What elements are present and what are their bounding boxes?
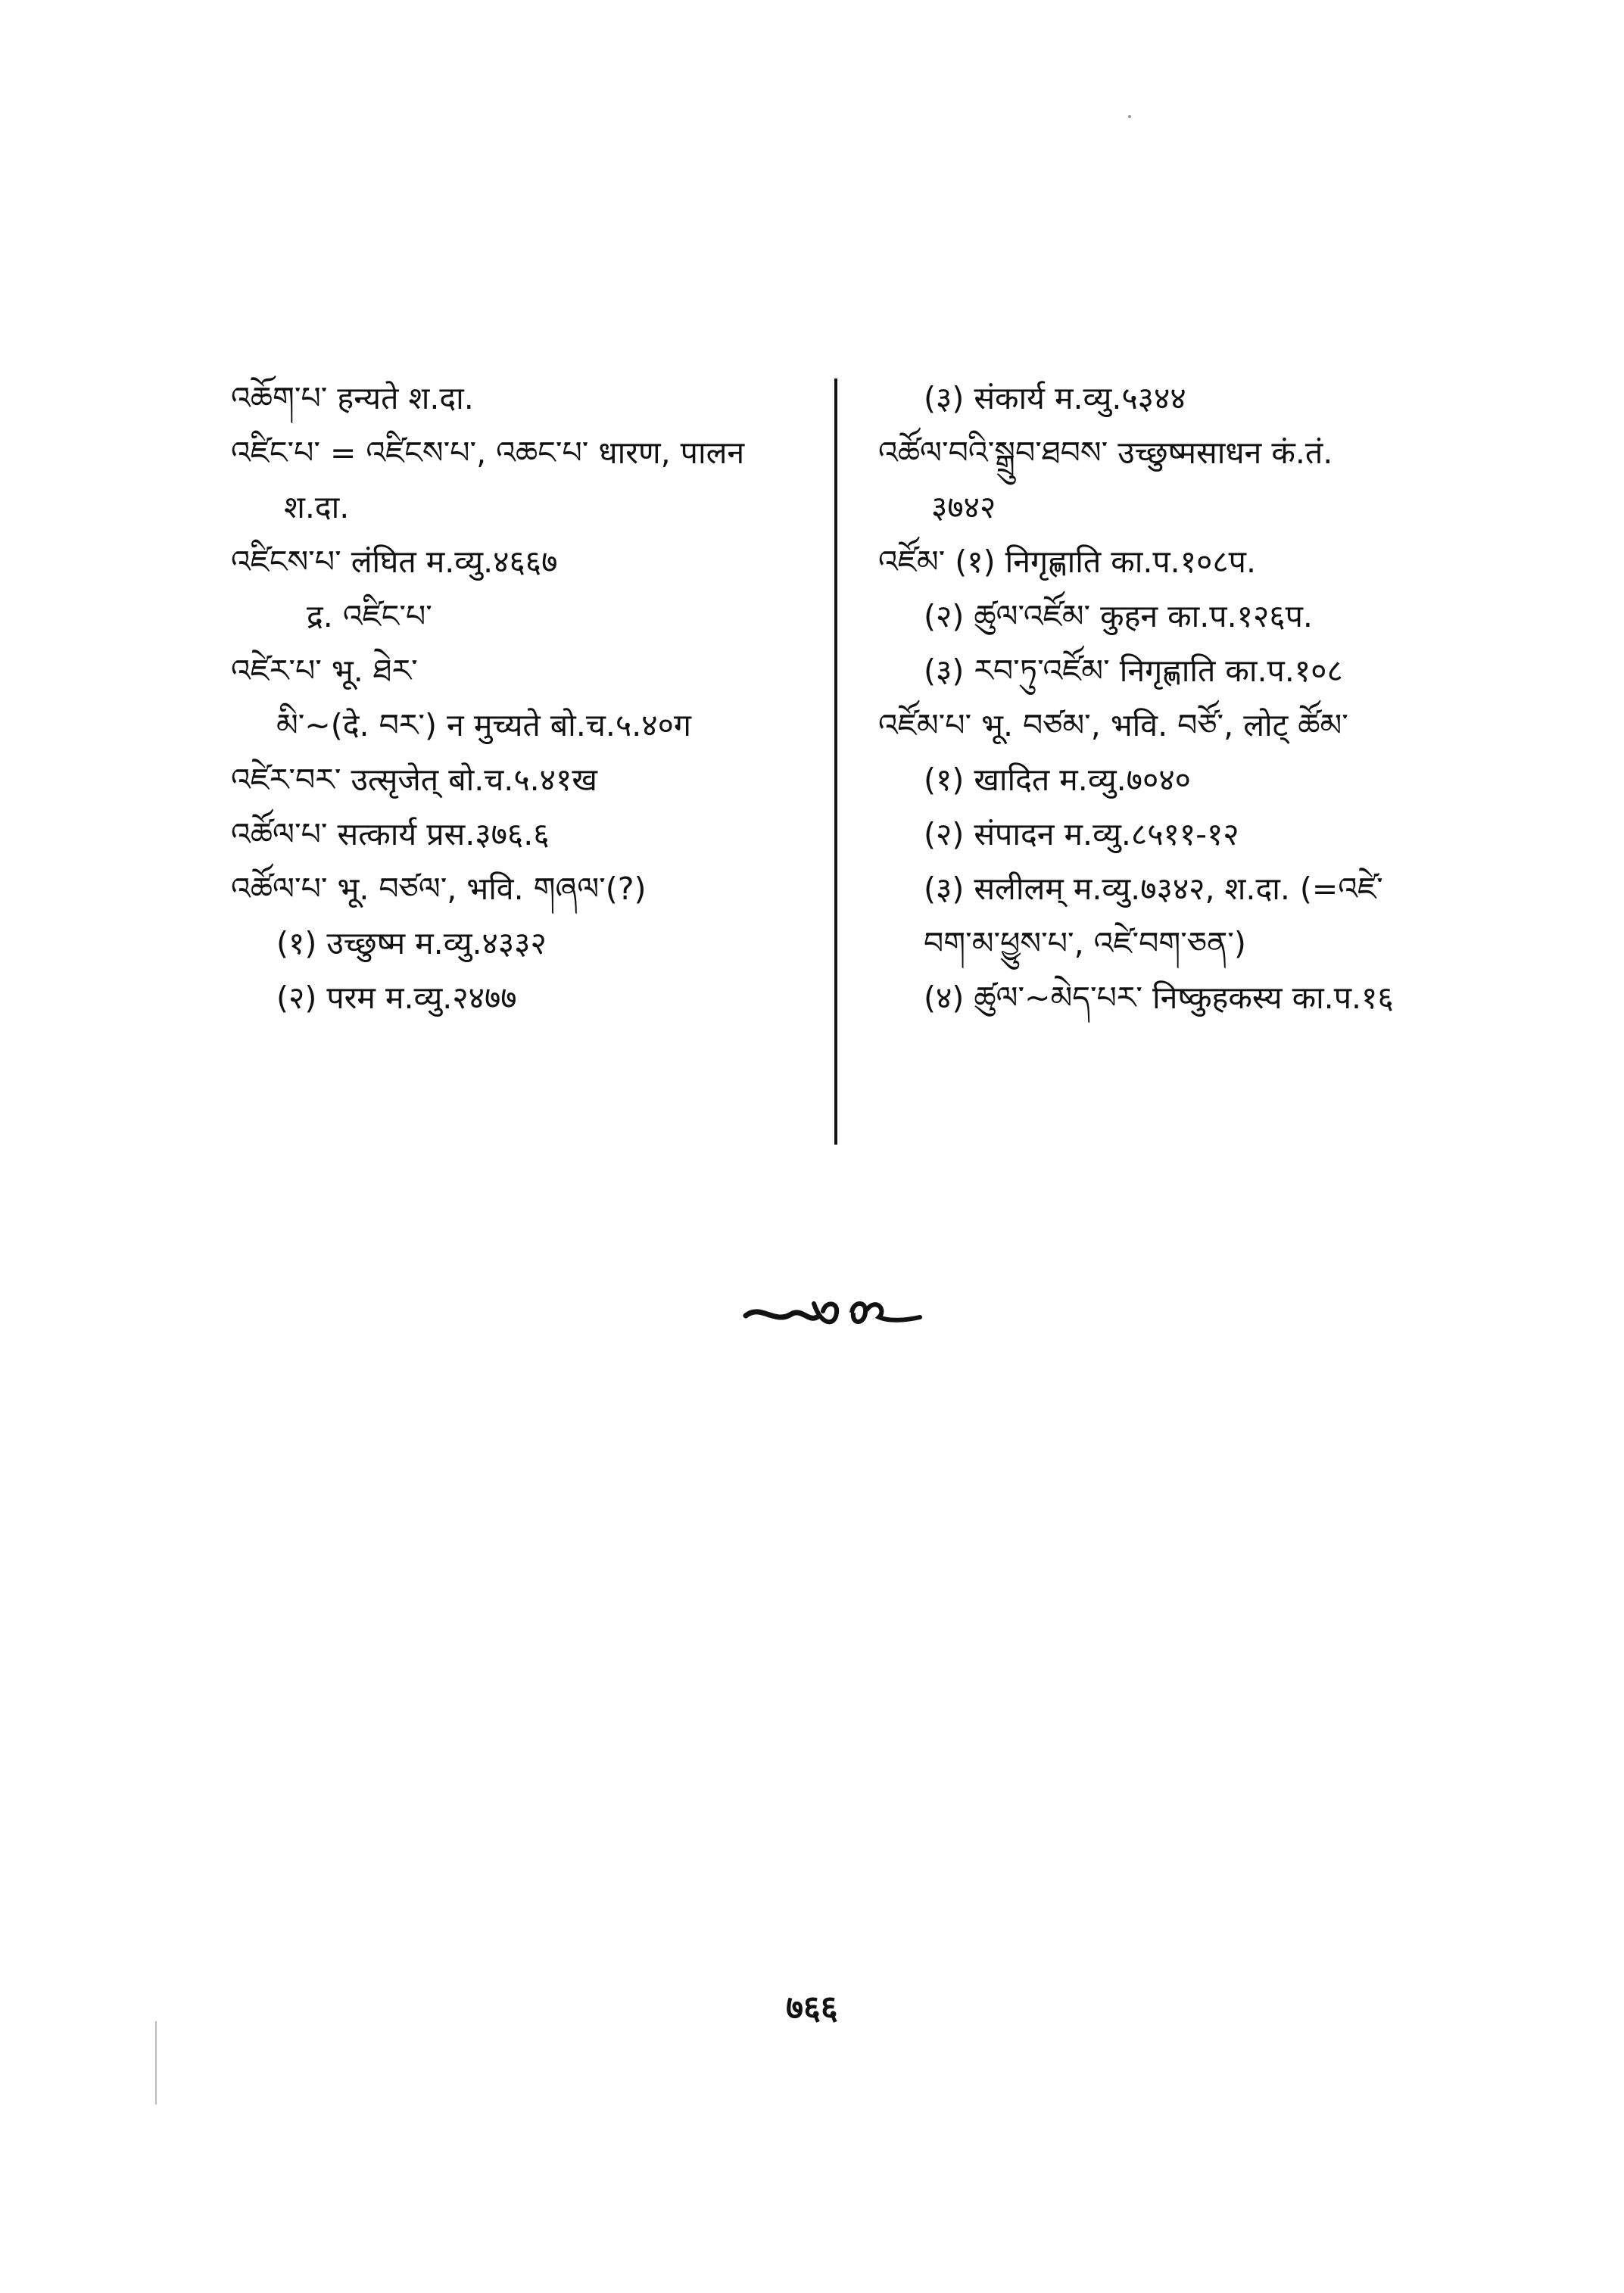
entry-line: (२) ཚུལ་འཛོམ་ कुहन का.प.१२६प. <box>924 598 1313 634</box>
entry-line: འཛོམ་ (१) निगृह्णाति का.प.१०८प. <box>878 544 1256 580</box>
entry-line: (३) संकार्य म.व्यु.५३४४ <box>924 380 1186 416</box>
entry-line: འཆོག་པ་ हन्यते श.दा. <box>231 380 474 416</box>
entry-line: འཚོལ་པ་ सत्कार्य प्रस.३७६.६ <box>231 816 550 852</box>
scan-margin-line <box>155 2021 157 2105</box>
entry-line: བག་མ་ཕྱུས་པ་, འཛེ་བག་ཅན་) <box>924 925 1246 961</box>
entry-line: द्र. འཛིང་པ་ <box>307 598 432 634</box>
entry-line: འཛེར་པ་ भू. ཐེར་ <box>231 653 418 689</box>
entry-line: འཛིང་པ་ = འཛིངས་པ་, འཆང་པ་ धारण, पालन <box>231 435 745 471</box>
section-end-ornament <box>738 1287 927 1340</box>
entry-line: (३) རབ་ཏུ་འཛོམ་ निगृह्णाति का.प.१०८ <box>924 653 1343 689</box>
scan-speck <box>1128 115 1131 118</box>
entry-line: (१) उच्छुष्म म.व्यु.४३३२ <box>276 925 547 961</box>
page-number: ७६६ <box>786 1989 838 2027</box>
entry-line: ३७४२ <box>931 489 996 525</box>
entry-line: འཚོལ་བའི་སྒྲུབ་ཐབས་ उच्छुष्मसाधन कं.तं. <box>878 435 1333 471</box>
entry-line: (४) ཚུལ་~མེད་པར་ निष्कुहकस्य का.प.१६ <box>924 980 1394 1016</box>
right-column <box>878 371 1476 1025</box>
entry-line: (२) परम म.व्यु.२४७७ <box>276 980 517 1016</box>
entry-line: (२) संपादन म.व्यु.८५११-१२ <box>924 816 1239 852</box>
entry-line: (१) खादित म.व्यु.७०४० <box>924 762 1191 798</box>
column-divider <box>834 379 837 1145</box>
entry-line: འཛོམ་པ་ भू. བཙམ་, भवि. བཙོ་, लोट् ཚོམ་ <box>878 707 1348 743</box>
entry-line: འཚོལ་པ་ भू. བཙལ་, भवि. གཞལ་(?) <box>231 871 647 907</box>
left-column <box>231 371 829 1025</box>
entry-line: श.दा. <box>284 489 350 525</box>
entry-line: (३) सलीलम् म.व्यु.७३४२, श.दा. (=འཛེ་ <box>924 871 1383 907</box>
entry-line: འཛེར་བར་ उत्सृजेत् बो.च.५.४१ख <box>231 762 597 798</box>
entry-line: མི་~(दे. བར་) न मुच्यते बो.च.५.४०ग <box>276 707 691 743</box>
entry-line: འཛིངས་པ་ लंघित म.व्यु.४६६७ <box>231 544 558 580</box>
